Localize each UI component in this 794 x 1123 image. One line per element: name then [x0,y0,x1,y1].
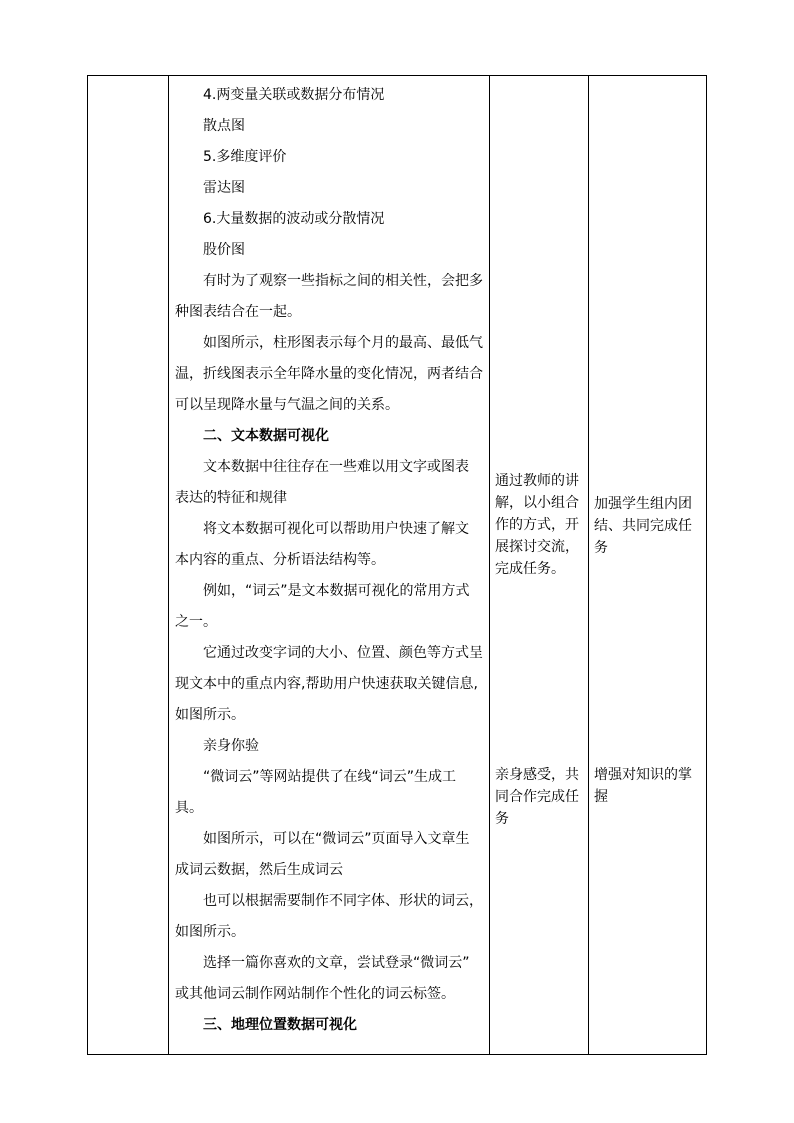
text-line: 成词云数据，然后生成词云 [175,862,343,878]
text-line: 股价图 [203,242,245,258]
content-paragraph [175,142,483,173]
column-divider [489,76,490,1054]
text-line: 亲身你验 [203,738,259,754]
text-line: 现文本中的重点内容,帮助用户快速获取关键信息, [175,676,478,692]
text-line: 雷达图 [203,180,245,196]
text-line: “微词云”等网站提供了在线“词云”生成工 [203,769,457,785]
text-line: 6.大量数据的波动或分散情况 [203,211,385,227]
text-line: 具。 [175,800,203,816]
text-line: 文本数据中往往存在一些难以用文字或图表 [203,459,469,475]
content-paragraph [175,824,483,886]
content-paragraph [175,514,483,576]
text-line: 可以呈现降水量与气温之间的关系。 [175,397,399,413]
content-paragraph [175,173,483,204]
text-line: 散点图 [203,118,245,134]
text-line: 温，折线图表示全年降水量的变化情况，两者结合 [175,366,483,382]
text-line: 二、文本数据可视化 [203,428,329,444]
text-line: 表达的特征和规律 [175,490,287,506]
section-heading [175,421,483,452]
text-line: 选择一篇你喜欢的文章，尝试登录“微词云” [203,955,470,971]
content-paragraph [175,886,483,948]
text-line: 有时为了观察一些指标之间的相关性，会把多 [203,273,483,289]
text-line: 如图所示。 [175,924,245,940]
lesson-plan-table [87,75,707,1055]
content-paragraph [175,204,483,235]
text-line: 4.两变量关联或数据分布情况 [203,87,385,103]
text-line: 本内容的重点、分析语法结构等。 [175,552,385,568]
text-line: 将文本数据可视化可以帮助用户快速了解文 [203,521,469,537]
empty-stage-cell [88,76,168,1054]
content-paragraph [175,948,483,1010]
text-line: 如图所示。 [175,707,245,723]
content-paragraph [175,80,483,111]
content-paragraph [175,328,483,421]
content-paragraph [175,576,483,638]
content-paragraph [175,731,483,762]
content-paragraph [175,762,483,824]
student-activity-text-2: 亲身感受，共同合作完成任务 [495,767,579,827]
text-line: 例如，“词云”是文本数据可视化的常用方式 [203,583,470,599]
student-activity-text-1: 通过教师的讲解，以小组合作的方式，开展探讨交流，完成任务。 [495,473,579,577]
design-intent-text-2: 增强对知识的掌握 [594,767,692,805]
text-line: 也可以根据需要制作不同字体、形状的词云， [203,893,483,909]
teaching-content-cell [169,76,489,1041]
text-line: 之一。 [175,614,217,630]
content-paragraph [175,235,483,266]
text-line: 如图所示，柱形图表示每个月的最高、最低气 [203,335,483,351]
column-divider [588,76,589,1054]
content-paragraph [175,266,483,328]
text-line: 三、地理位置数据可视化 [203,1017,357,1033]
content-paragraph [175,452,483,514]
content-paragraph [175,111,483,142]
text-line: 种图表结合在一起。 [175,304,301,320]
text-line: 如图所示，可以在“微词云”页面导入文章生 [203,831,470,847]
section-heading [175,1010,483,1041]
content-paragraph [175,638,483,731]
text-line: 5.多维度评价 [203,149,287,165]
design-intent-text-1: 加强学生组内团结、共同完成任务 [594,496,692,556]
text-line: 它通过改变字词的大小、位置、颜色等方式呈 [203,645,483,661]
text-line: 或其他词云制作网站制作个性化的词云标签。 [175,986,455,1002]
